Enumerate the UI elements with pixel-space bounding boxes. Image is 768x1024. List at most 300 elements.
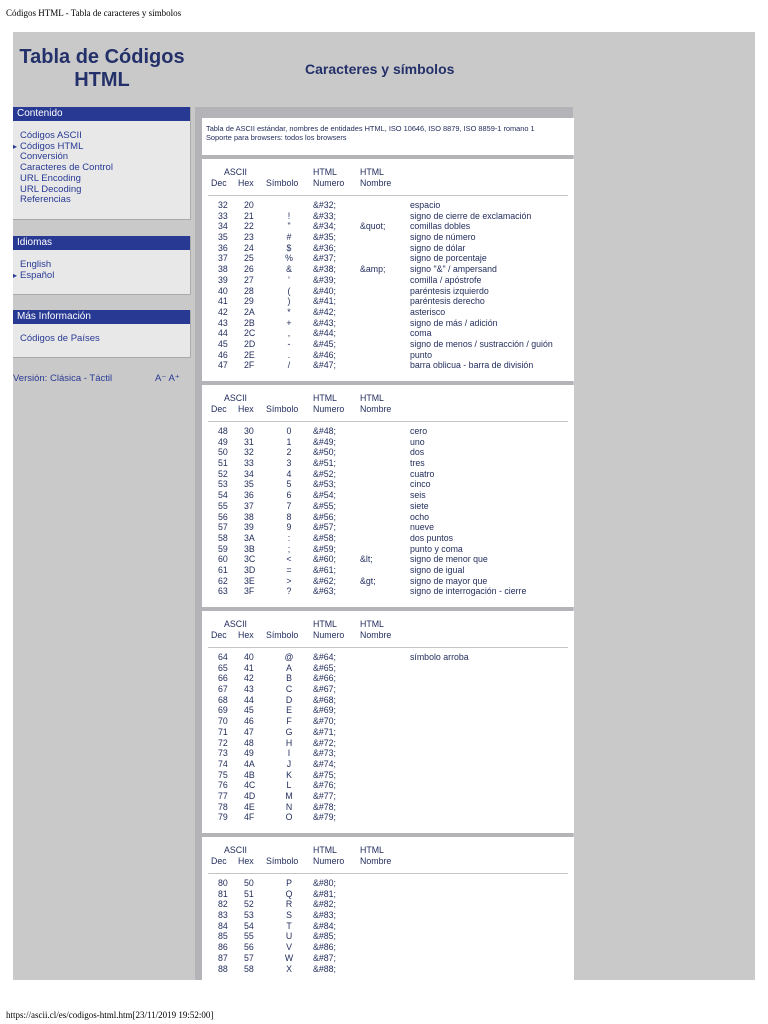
table-row [202, 221, 574, 232]
table-row [202, 716, 574, 727]
font-size-controls[interactable]: A⁻ A⁺ [155, 373, 180, 384]
header-html-numero-top: HTML [313, 619, 337, 629]
html-number-cell: &#33; [313, 210, 336, 221]
nav-item-conversion[interactable]: Conversión [20, 151, 69, 163]
description-cell: punto [410, 349, 433, 360]
description-cell: tres [410, 458, 425, 469]
description-cell: coma [410, 328, 432, 339]
hex-cell: 2D [244, 338, 256, 349]
symbol-cell: $ [286, 242, 292, 253]
dec-cell: 44 [218, 328, 228, 339]
print-header: Códigos HTML - Tabla de caracteres y símbolos [6, 8, 182, 18]
symbol-cell: = [286, 564, 292, 575]
hex-cell: 58 [244, 963, 254, 974]
header-symbol: Símbolo [266, 856, 299, 866]
dec-cell: 69 [218, 705, 228, 716]
dec-cell: 61 [218, 564, 228, 575]
table-row [202, 296, 574, 307]
dec-cell: 74 [218, 758, 228, 769]
table-row [202, 522, 574, 533]
dec-cell: 45 [218, 338, 228, 349]
nav-idiomas-title: Idiomas [13, 236, 190, 250]
dec-cell: 79 [218, 812, 228, 823]
nav-item-referencias[interactable]: Referencias [20, 194, 71, 206]
table-row [202, 889, 574, 900]
hex-cell: 3E [244, 575, 255, 586]
hex-cell: 20 [244, 200, 254, 210]
dec-cell: 34 [218, 221, 228, 232]
dec-cell: 66 [218, 673, 228, 684]
hex-cell: 29 [244, 296, 254, 307]
symbol-cell: S [286, 910, 292, 921]
description-cell: símbolo arroba [410, 652, 469, 662]
description-cell: signo de más / adición [410, 317, 498, 328]
table-row [202, 243, 574, 254]
dec-cell: 53 [218, 479, 228, 490]
table-row [202, 318, 574, 329]
hex-cell: 52 [244, 899, 254, 910]
table-row [202, 512, 574, 523]
site-title-line2: HTML [74, 69, 130, 91]
symbol-cell: D [285, 694, 293, 705]
html-number-cell: &#60; [313, 554, 336, 565]
hex-cell: 35 [244, 479, 254, 490]
symbol-cell: < [286, 554, 292, 565]
header-hex: Hex [238, 856, 254, 866]
dec-cell: 72 [218, 737, 228, 748]
symbol-cell: Q [285, 888, 293, 899]
hex-cell: 46 [244, 716, 254, 727]
hex-cell: 56 [244, 942, 254, 953]
header-nombre: Nombre [360, 630, 392, 640]
hex-cell: 45 [244, 705, 254, 716]
hex-cell: 39 [244, 522, 254, 533]
html-number-cell: &#80; [313, 878, 336, 888]
hex-cell: 3A [244, 532, 255, 543]
table-row [202, 738, 574, 749]
symbol-cell: 6 [286, 490, 292, 501]
dec-cell: 67 [218, 684, 228, 695]
description-cell: signo de número [410, 232, 476, 243]
version-classic-link[interactable]: Clásica [49, 373, 82, 384]
table-rows [202, 196, 574, 371]
table-row [202, 673, 574, 684]
header-hex: Hex [238, 404, 254, 414]
table-row [202, 931, 574, 942]
html-number-cell: &#57; [313, 522, 336, 533]
intro-line1: Tabla de ASCII estándar, nombres de entidades HTML, ISO 10646, ISO 8879, ISO 8859-1 romano 1 [206, 124, 535, 133]
nav-mas-informacion [13, 310, 191, 358]
html-number-cell: &#37; [313, 253, 336, 264]
dec-cell: 84 [218, 920, 228, 931]
description-cell: dos [410, 447, 425, 458]
hex-cell: 24 [244, 242, 254, 253]
header-dec: Dec [211, 630, 227, 640]
symbol-cell: 5 [286, 479, 292, 490]
hex-cell: 4A [244, 758, 255, 769]
hex-cell: 41 [244, 662, 254, 673]
dec-cell: 33 [218, 210, 228, 221]
html-number-cell: &#32; [313, 200, 336, 210]
html-number-cell: &#51; [313, 458, 336, 469]
html-number-cell: &#64; [313, 652, 336, 662]
hex-cell: 36 [244, 490, 254, 501]
description-cell: comilla / apóstrofe [410, 274, 482, 285]
hex-cell: 4F [244, 812, 255, 823]
html-number-cell: &#45; [313, 338, 336, 349]
dec-cell: 62 [218, 575, 228, 586]
symbol-cell: 8 [286, 511, 292, 522]
header-ascii: ASCII [224, 619, 247, 629]
table-row [202, 586, 574, 597]
table-rows [202, 648, 574, 823]
header-nombre: Nombre [360, 404, 392, 414]
symbol-cell: ' [288, 274, 290, 285]
hex-cell: 4C [244, 780, 256, 791]
version-tactile-link[interactable]: Táctil [89, 373, 113, 384]
html-number-cell: &#85; [313, 931, 336, 942]
hex-cell: 37 [244, 500, 254, 511]
dec-cell: 46 [218, 349, 228, 360]
symbol-cell: P [286, 878, 292, 888]
table-row [202, 878, 574, 889]
dec-cell: 55 [218, 500, 228, 511]
site-title[interactable] [13, 46, 191, 92]
description-cell: paréntesis izquierdo [410, 285, 489, 296]
hex-cell: 3F [244, 586, 255, 597]
nav-item-espanol[interactable]: ▸ Español [20, 271, 190, 282]
table-row [202, 339, 574, 350]
description-cell: signo de menor que [410, 554, 488, 565]
header-hex: Hex [238, 178, 254, 188]
html-number-cell: &#84; [313, 920, 336, 931]
html-name-cell: &quot; [360, 221, 386, 232]
table-row [202, 565, 574, 576]
nav-item-codigos-ascii[interactable]: Códigos ASCII [20, 130, 82, 141]
html-number-cell: &#76; [313, 780, 336, 791]
header-html-numero-top: HTML [313, 167, 337, 177]
table-row [202, 469, 574, 480]
table-row [202, 458, 574, 469]
dec-cell: 48 [218, 426, 228, 436]
html-number-cell: &#62; [313, 575, 336, 586]
html-number-cell: &#81; [313, 888, 336, 899]
table-row [202, 200, 574, 211]
html-number-cell: &#63; [313, 586, 336, 597]
table-row [202, 554, 574, 565]
header-html-numero-top: HTML [313, 393, 337, 403]
table-row [202, 576, 574, 587]
html-number-cell: &#65; [313, 662, 336, 673]
dec-cell: 32 [218, 200, 228, 210]
description-cell: signo de menos / sustracción / guión [410, 338, 553, 349]
table-row [202, 275, 574, 286]
hex-cell: 40 [244, 652, 254, 662]
nav-item-url-decoding[interactable]: URL Decoding [20, 183, 82, 195]
symbol-cell: V [286, 942, 292, 953]
dec-cell: 63 [218, 586, 228, 597]
hex-cell: 42 [244, 673, 254, 684]
html-number-cell: &#38; [313, 264, 336, 275]
hex-cell: 55 [244, 931, 254, 942]
header-html-nombre-top: HTML [360, 619, 384, 629]
description-cell: signo de interrogación - cierre [410, 586, 527, 597]
ascii-block-3 [202, 611, 574, 833]
dec-cell: 52 [218, 468, 228, 479]
header-dec: Dec [211, 856, 227, 866]
table-header [208, 159, 568, 196]
table-row [202, 791, 574, 802]
description-cell: signo de mayor que [410, 575, 488, 586]
html-number-cell: &#39; [313, 274, 336, 285]
description-cell: comillas dobles [410, 221, 471, 232]
table-row [202, 899, 574, 910]
dec-cell: 87 [218, 952, 228, 963]
symbol-cell: ? [286, 586, 292, 597]
symbol-cell: J [286, 758, 292, 769]
html-number-cell: &#61; [313, 564, 336, 575]
dec-cell: 59 [218, 543, 228, 554]
header-dec: Dec [211, 178, 227, 188]
symbol-cell: N [285, 801, 293, 812]
hex-cell: 2A [244, 306, 255, 317]
description-cell: signo de cierre de exclamación [410, 210, 532, 221]
header-dec: Dec [211, 404, 227, 414]
table-row [202, 307, 574, 318]
ascii-block-4 [202, 837, 574, 980]
symbol-cell: ) [287, 296, 291, 307]
nav-item-codigos-html[interactable]: ▸ Códigos HTML [20, 142, 190, 153]
header-hex: Hex [238, 630, 254, 640]
symbol-cell: > [286, 575, 292, 586]
hex-cell: 21 [244, 210, 254, 221]
table-row [202, 727, 574, 738]
dec-cell: 49 [218, 436, 228, 447]
dec-cell: 78 [218, 801, 228, 812]
table-row [202, 910, 574, 921]
html-name-cell: &gt; [360, 575, 376, 586]
dec-cell: 41 [218, 296, 228, 307]
dec-cell: 70 [218, 716, 228, 727]
table-row [202, 942, 574, 953]
hex-cell: 28 [244, 285, 254, 296]
header-symbol: Símbolo [266, 178, 299, 188]
nav-idiomas [13, 236, 191, 295]
html-number-cell: &#67; [313, 684, 336, 695]
description-cell: signo de dólar [410, 242, 466, 253]
html-number-cell: &#83; [313, 910, 336, 921]
hex-cell: 4E [244, 801, 255, 812]
html-number-cell: &#36; [313, 242, 336, 253]
symbol-cell: F [286, 716, 292, 727]
symbol-cell: 7 [286, 500, 292, 511]
hex-cell: 47 [244, 726, 254, 737]
html-number-cell: &#50; [313, 447, 336, 458]
dec-cell: 80 [218, 878, 228, 888]
table-row [202, 264, 574, 275]
header-ascii: ASCII [224, 393, 247, 403]
symbol-cell: A [286, 662, 292, 673]
symbol-cell: T [286, 920, 292, 931]
dec-cell: 60 [218, 554, 228, 565]
header-ascii: ASCII [224, 845, 247, 855]
html-number-cell: &#54; [313, 490, 336, 501]
nav-item-url-encoding[interactable]: URL Encoding [20, 172, 81, 184]
symbol-cell: @ [284, 652, 294, 662]
dec-cell: 76 [218, 780, 228, 791]
symbol-cell: K [286, 769, 292, 780]
description-cell: cinco [410, 479, 431, 490]
site-title-line1: Tabla de Códigos [19, 46, 185, 68]
hex-cell: 32 [244, 447, 254, 458]
dec-cell: 75 [218, 769, 228, 780]
page-frame [13, 32, 755, 980]
header-symbol: Símbolo [266, 404, 299, 414]
nav-contenido-title: Contenido [13, 107, 190, 121]
hex-cell: 4D [244, 790, 256, 801]
table-row [202, 286, 574, 297]
nav-contenido [13, 107, 191, 220]
description-cell: seis [410, 490, 426, 501]
symbol-cell: E [286, 705, 292, 716]
dec-cell: 50 [218, 447, 228, 458]
html-number-cell: &#59; [313, 543, 336, 554]
hex-cell: 51 [244, 888, 254, 899]
hex-cell: 27 [244, 274, 254, 285]
dec-cell: 65 [218, 662, 228, 673]
table-row [202, 501, 574, 512]
symbol-cell: ; [287, 543, 291, 554]
content-panel [195, 107, 573, 980]
html-number-cell: &#40; [313, 285, 336, 296]
dec-cell: 85 [218, 931, 228, 942]
symbol-cell: * [287, 306, 291, 317]
print-footer: https://ascii.cl/es/codigos-html.htm[23/11/2019 19:52:00] [6, 1010, 214, 1020]
symbol-cell: 3 [286, 458, 292, 469]
symbol-cell: " [287, 221, 291, 232]
hex-cell: 22 [244, 221, 254, 232]
html-number-cell: &#55; [313, 500, 336, 511]
header-ascii: ASCII [224, 167, 247, 177]
table-row [202, 780, 574, 791]
nav-item-caracteres-control[interactable]: Caracteres de Control [20, 162, 113, 174]
symbol-cell: & [286, 264, 292, 275]
header-numero: Numero [313, 856, 345, 866]
dec-cell: 88 [218, 963, 228, 974]
dec-cell: 71 [218, 726, 228, 737]
html-name-cell: &amp; [360, 264, 386, 275]
description-cell: signo de igual [410, 564, 465, 575]
hex-cell: 4B [244, 769, 255, 780]
table-row [202, 490, 574, 501]
dec-cell: 64 [218, 652, 228, 662]
html-number-cell: &#35; [313, 232, 336, 243]
description-cell: uno [410, 436, 425, 447]
table-row [202, 812, 574, 823]
version-line [13, 373, 112, 384]
header-symbol: Símbolo [266, 630, 299, 640]
table-row [202, 964, 574, 975]
table-row [202, 802, 574, 813]
html-number-cell: &#72; [313, 737, 336, 748]
symbol-cell: / [287, 360, 291, 371]
nav-item-english[interactable]: English [20, 259, 52, 270]
table-row [202, 360, 574, 371]
table-row [202, 328, 574, 339]
dec-cell: 43 [218, 317, 228, 328]
hex-cell: 44 [244, 694, 254, 705]
header-html-nombre-top: HTML [360, 167, 384, 177]
table-row [202, 479, 574, 490]
header-numero: Numero [313, 178, 345, 188]
html-number-cell: &#75; [313, 769, 336, 780]
symbol-cell: R [285, 899, 293, 910]
symbol-cell: 4 [286, 468, 292, 479]
description-cell: dos puntos [410, 532, 454, 543]
header-nombre: Nombre [360, 178, 392, 188]
html-number-cell: &#86; [313, 942, 336, 953]
dec-cell: 82 [218, 899, 228, 910]
table-row [202, 437, 574, 448]
dec-cell: 56 [218, 511, 228, 522]
hex-cell: 50 [244, 878, 254, 888]
hex-cell: 2C [244, 328, 256, 339]
symbol-cell: 9 [286, 522, 292, 533]
description-cell: asterisco [410, 306, 446, 317]
html-number-cell: &#82; [313, 899, 336, 910]
symbol-cell: % [285, 253, 293, 264]
intro-block [202, 118, 574, 155]
hex-cell: 34 [244, 468, 254, 479]
description-cell: paréntesis derecho [410, 296, 485, 307]
description-cell: cero [410, 426, 428, 436]
symbol-cell: H [285, 737, 293, 748]
html-number-cell: &#52; [313, 468, 336, 479]
nav-item-codigos-paises[interactable]: Códigos de Países [20, 333, 100, 344]
table-row [202, 684, 574, 695]
html-number-cell: &#78; [313, 801, 336, 812]
symbol-cell: ! [287, 210, 291, 221]
hex-cell: 3C [244, 554, 256, 565]
dec-cell: 35 [218, 232, 228, 243]
header-html-nombre-top: HTML [360, 393, 384, 403]
nav-info-title: Más Información [13, 310, 190, 324]
dec-cell: 81 [218, 888, 228, 899]
header-html-numero-top: HTML [313, 845, 337, 855]
header-html-nombre-top: HTML [360, 845, 384, 855]
html-number-cell: &#47; [313, 360, 336, 371]
dec-cell: 36 [218, 242, 228, 253]
dec-cell: 83 [218, 910, 228, 921]
table-row [202, 533, 574, 544]
dec-cell: 40 [218, 285, 228, 296]
html-number-cell: &#34; [313, 221, 336, 232]
html-number-cell: &#77; [313, 790, 336, 801]
symbol-cell: 0 [286, 426, 292, 436]
html-number-cell: &#49; [313, 436, 336, 447]
symbol-cell: M [285, 790, 293, 801]
hex-cell: 30 [244, 426, 254, 436]
hex-cell: 3B [244, 543, 255, 554]
symbol-cell: . [287, 349, 291, 360]
html-number-cell: &#44; [313, 328, 336, 339]
table-row [202, 426, 574, 437]
symbol-cell: ( [287, 285, 291, 296]
html-number-cell: &#66; [313, 673, 336, 684]
symbol-cell: W [284, 952, 294, 963]
ascii-block-1 [202, 159, 574, 381]
table-row [202, 663, 574, 674]
